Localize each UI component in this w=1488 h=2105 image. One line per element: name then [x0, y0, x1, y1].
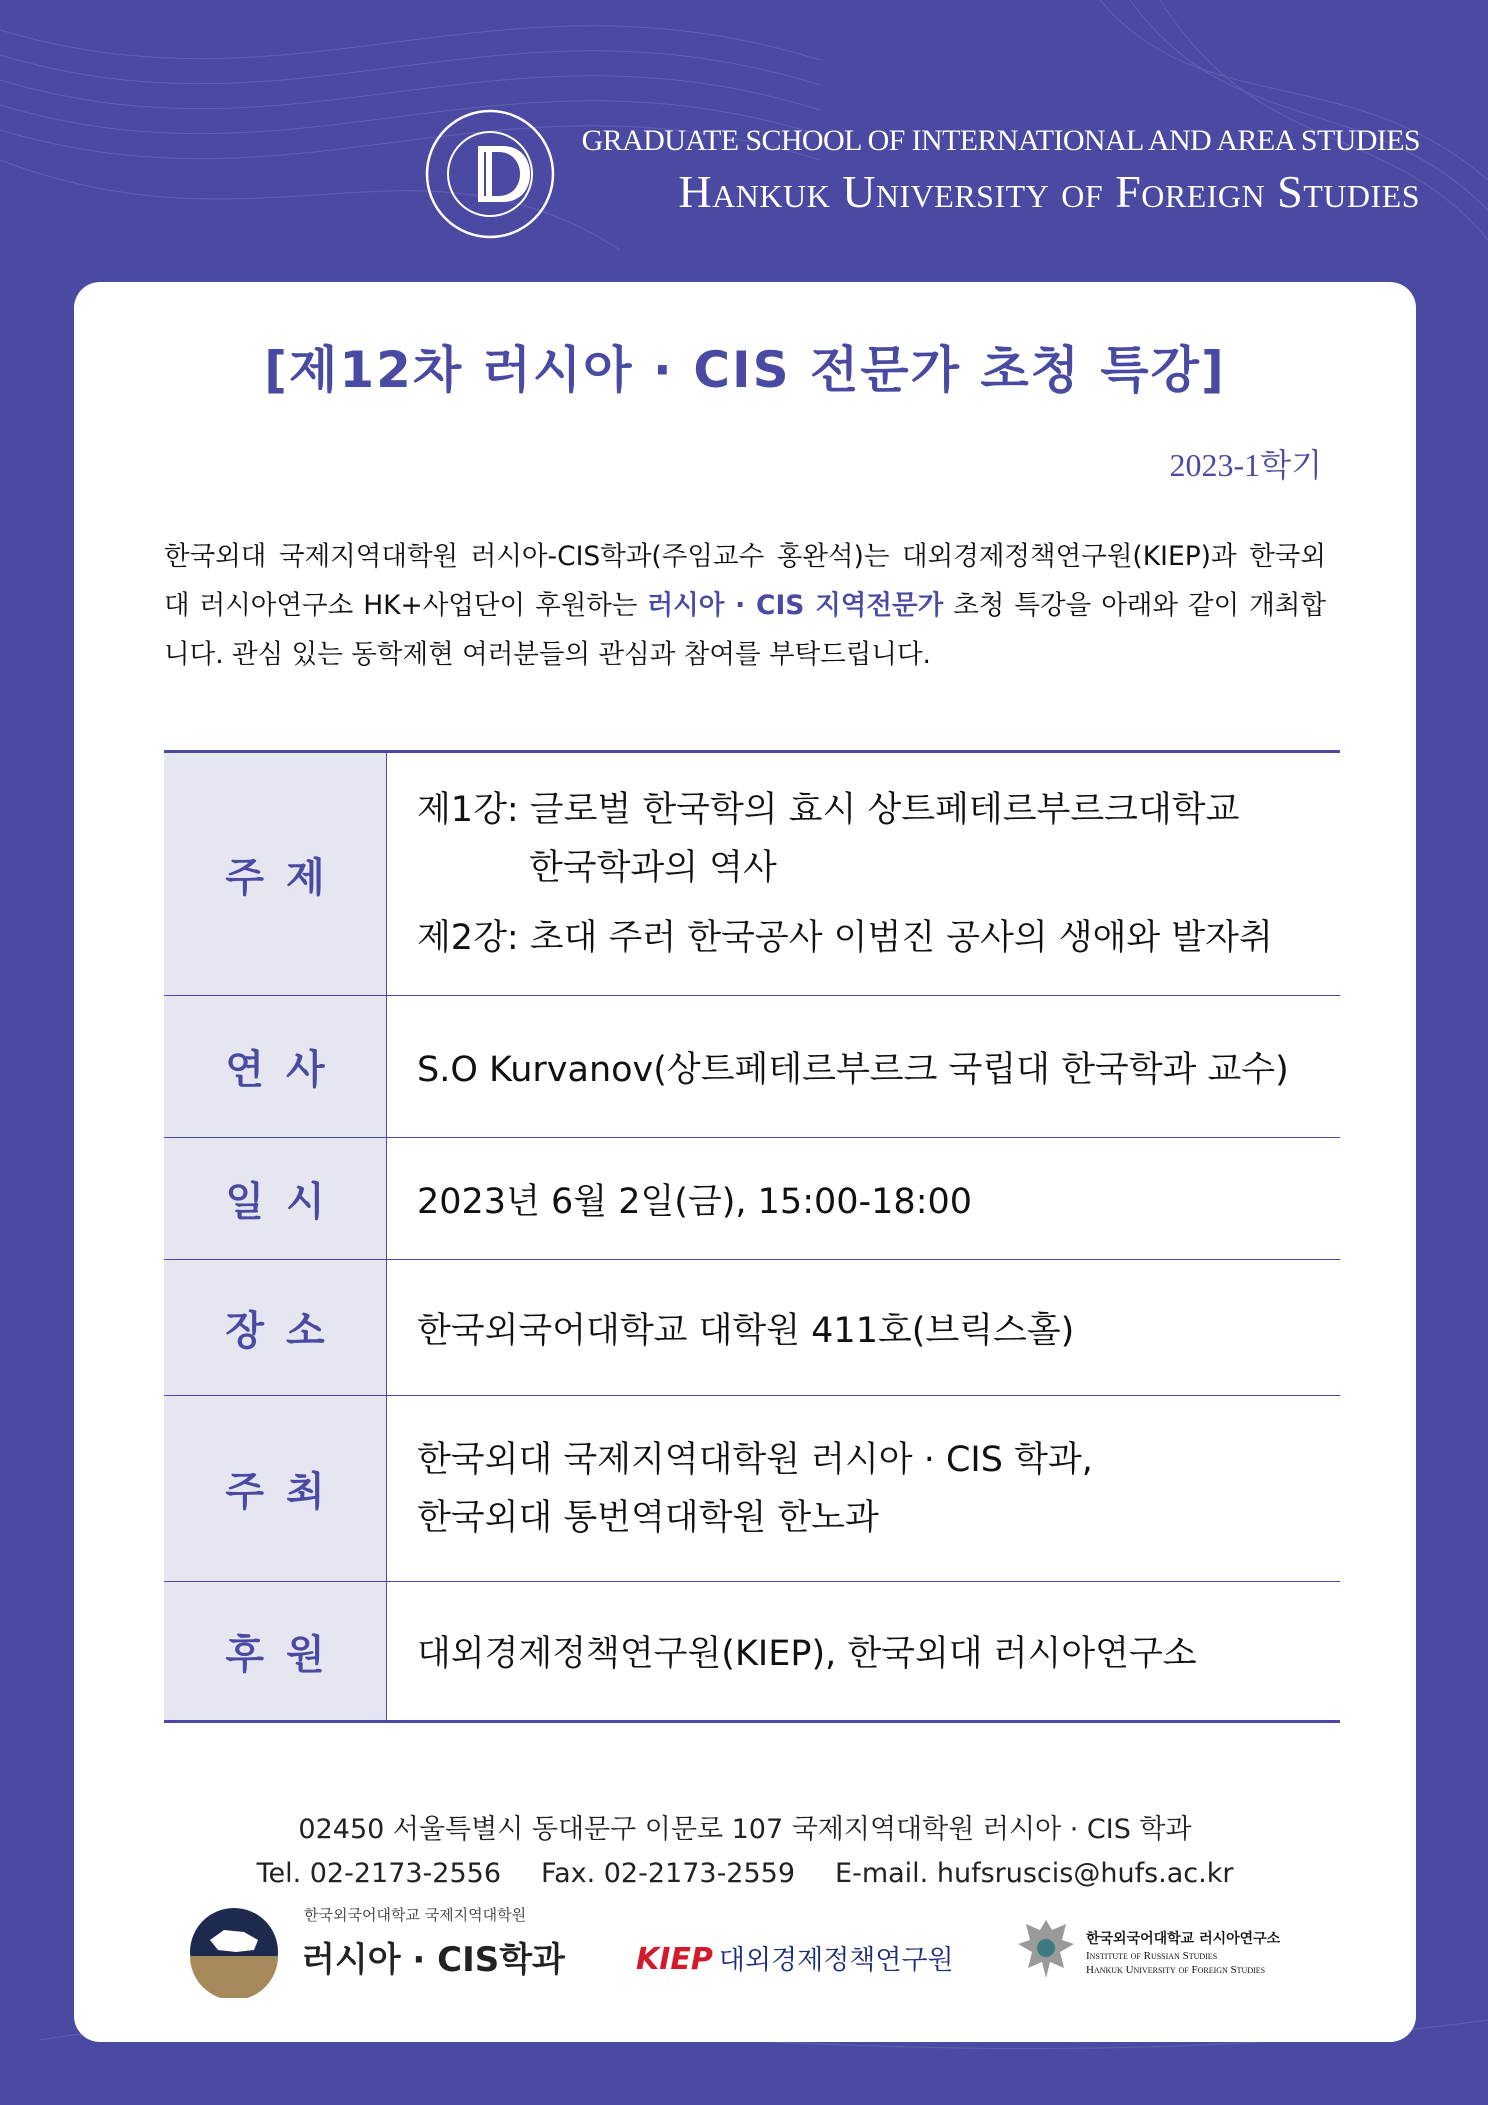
header-title-block — [582, 122, 1420, 220]
postal-address: 02450 서울특별시 동대문구 이문로 107 국제지역대학원 러시아 · CIS 학과 — [298, 1814, 1192, 1845]
poster-title: [제12차 러시아 · CIS 전문가 초청 특강] — [264, 341, 1226, 399]
intro-paragraph — [164, 532, 1326, 679]
row-label-topic: 주제 — [164, 752, 387, 996]
fax-number: Fax. 02-2173-2559 — [541, 1858, 796, 1889]
table-row-topic — [164, 752, 1340, 996]
kiep-logo — [636, 1938, 954, 1977]
institute-name-korean: 한국외국어대학교 러시아연구소 — [1086, 1931, 1281, 1947]
row-label-datetime: 일시 — [164, 1138, 387, 1260]
lecture1-title-line2: 한국학과의 역사 — [529, 848, 777, 888]
university-seal-logo — [424, 108, 556, 240]
table-row-speaker — [164, 996, 1340, 1138]
double-eagle-emblem-icon — [1014, 1914, 1078, 1984]
contact-footer — [74, 1808, 1416, 1896]
kiep-name: 대외경제정책연구원 — [718, 1945, 954, 1976]
kiep-mark: KIEP — [636, 1942, 713, 1977]
phone-number: Tel. 02-2173-2556 — [256, 1858, 502, 1889]
row-label-host: 주최 — [164, 1396, 387, 1582]
university-name: Hankuk University of Foreign Studies — [678, 166, 1420, 217]
row-label-speaker: 연사 — [164, 996, 387, 1138]
host-line1: 한국외대 국제지역대학원 러시아 · CIS 학과, — [417, 1439, 1093, 1480]
intro-text-part1: 한국외대 국제지역대학원 러시아-CIS학과(주임교수 홍완석)는 대외경제정책연구원(KIEP)과 한국외대 러시아연구소 HK+사업단이 후원하는 — [164, 541, 1326, 621]
row-label-sponsor: 후원 — [164, 1582, 387, 1722]
table-row-sponsor — [164, 1582, 1340, 1722]
semester-label: 2023-1학기 — [1169, 447, 1322, 483]
department-globe-icon — [188, 1906, 280, 1998]
event-info-table — [164, 750, 1340, 1723]
institute-university-english: Hankuk University of Foreign Studies — [1086, 1964, 1266, 1976]
row-value-datetime: 2023년 6월 2일(금), 15:00-18:00 — [387, 1138, 1341, 1260]
department-logo-subtitle: 한국외국어대학교 국제지역대학원 — [304, 1906, 527, 1924]
table-row-host — [164, 1396, 1340, 1582]
intro-text-part2: 초청 특강을 아래와 같이 개최합니다. 관심 있는 동학제현 여러분들의 관심과 참여를 부탁드립니다. — [164, 590, 1326, 670]
row-value-venue: 한국외국어대학교 대학원 411호(브릭스홀) — [387, 1260, 1341, 1396]
intro-highlight: 러시아 · CIS 지역전문가 — [647, 590, 944, 621]
row-value-speaker: S.O Kurvanov(상트페테르부르크 국립대 한국학과 교수) — [387, 996, 1341, 1138]
lecture2-title: 제2강: 초대 주러 한국공사 이범진 공사의 생애와 발자취 — [417, 918, 1273, 958]
department-logo-name: 러시아 · CIS학과 — [302, 1940, 565, 1980]
row-label-venue: 장소 — [164, 1260, 387, 1396]
table-row-datetime — [164, 1138, 1340, 1260]
poster-card — [74, 282, 1416, 2042]
row-value-sponsor: 대외경제정책연구원(KIEP), 한국외대 러시아연구소 — [387, 1582, 1341, 1722]
row-value-topic — [387, 752, 1341, 996]
email-address: E-mail. hufsruscis@hufs.ac.kr — [835, 1858, 1234, 1889]
institute-name-english: Institute of Russian Studies — [1086, 1950, 1218, 1962]
graduate-school-name: GRADUATE SCHOOL OF INTERNATIONAL AND AREA STUDIES — [581, 124, 1420, 157]
row-value-host — [387, 1396, 1341, 1582]
lecture1-title-line1: 제1강: 글로벌 한국학의 효시 상트페테르부르크대학교 — [417, 790, 1240, 830]
contact-line — [74, 1852, 1416, 1896]
table-row-venue — [164, 1260, 1340, 1396]
host-line2: 한국외대 통번역대학원 한노과 — [417, 1497, 879, 1538]
sponsor-logos — [74, 1898, 1416, 2018]
